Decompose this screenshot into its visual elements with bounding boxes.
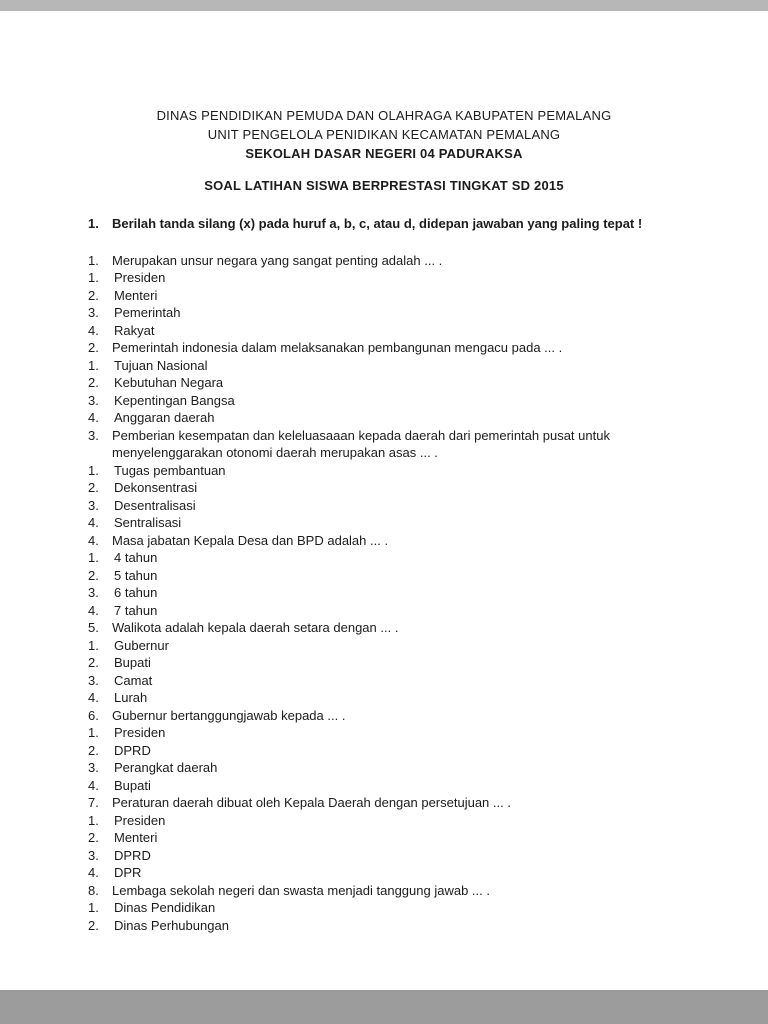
question-text: Walikota adalah kepala daerah setara dengan ... . — [112, 620, 399, 635]
option-text: 7 tahun — [114, 602, 158, 618]
header-line-2: UNIT PENGELOLA PENIDIKAN KECAMATAN PEMALANG — [207, 127, 561, 142]
option-number: 4. — [88, 690, 99, 705]
option-text: Gubernur — [114, 637, 169, 653]
option-number: 3. — [88, 392, 99, 408]
option-number: 2. — [88, 655, 99, 670]
option-row — [88, 637, 702, 655]
option-text: Pemerintah — [114, 305, 181, 320]
option-number: 2. — [88, 917, 99, 933]
option-text: Menteri — [114, 830, 158, 845]
instruction-number: 1. — [88, 216, 99, 231]
option-row — [88, 392, 702, 410]
option-number: 4. — [88, 865, 99, 880]
question-text: Pemberian kesempatan dan keleluasaaan kepada daerah dari pemerintah pusat untuk menyelenggarakan otonomi daerah merupakan asas ... . — [112, 427, 610, 460]
option-text: Perangkat daerah — [114, 760, 218, 775]
option-number: 2. — [88, 742, 99, 758]
option-number: 1. — [88, 637, 99, 653]
page-top-gutter — [0, 0, 768, 11]
option-row — [88, 917, 702, 935]
option-row — [88, 304, 702, 322]
document-title: SOAL LATIHAN SISWA BERPRESTASI TINGKAT SD 2015 — [204, 178, 564, 193]
option-row — [88, 724, 702, 742]
option-row — [88, 759, 702, 777]
option-number: 3. — [88, 497, 99, 513]
option-row — [88, 742, 702, 760]
document-header — [0, 106, 768, 163]
page-bottom-gutter — [0, 990, 768, 1024]
question-number: 5. — [88, 620, 99, 635]
option-number: 1. — [88, 550, 99, 565]
option-row — [88, 812, 702, 830]
option-text: Dinas Pendidikan — [114, 900, 216, 915]
option-text: Presiden — [114, 725, 166, 740]
option-number: 3. — [88, 672, 99, 688]
option-row — [88, 829, 702, 847]
question-row — [88, 339, 702, 357]
question-text: Lembaga sekolah negeri dan swasta menjadi tanggung jawab ... . — [112, 882, 490, 898]
instruction-text: Berilah tanda silang (x) pada huruf a, b, c, atau d, didepan jawaban yang paling tepat ! — [112, 216, 643, 231]
question-text: Masa jabatan Kepala Desa dan BPD adalah ... . — [112, 532, 389, 548]
question-row — [88, 252, 702, 270]
question-text: Merupakan unsur negara yang sangat penting adalah ... . — [112, 252, 443, 268]
question-number: 7. — [88, 795, 99, 810]
option-number: 1. — [88, 900, 99, 915]
option-number: 1. — [88, 270, 99, 285]
question-row — [88, 532, 702, 550]
question-number: 2. — [88, 340, 99, 355]
question-text: Pemerintah indonesia dalam melaksanakan pembangunan mengacu pada ... . — [112, 340, 563, 355]
option-row — [88, 864, 702, 882]
option-row — [88, 672, 702, 690]
option-text: Sentralisasi — [114, 515, 182, 530]
option-text: Presiden — [114, 270, 166, 285]
header-line-1: DINAS PENDIDIKAN PEMUDA DAN OLAHRAGA KABUPATEN PEMALANG — [156, 108, 612, 123]
option-row — [88, 462, 702, 480]
option-row — [88, 357, 702, 375]
option-text: Camat — [114, 672, 153, 688]
question-number: 8. — [88, 882, 99, 898]
question-number: 3. — [88, 427, 99, 443]
option-text: Presiden — [114, 812, 166, 828]
option-row — [88, 847, 702, 865]
option-row — [88, 602, 702, 620]
option-text: 4 tahun — [114, 550, 158, 565]
option-text: Dinas Perhubungan — [114, 917, 229, 933]
question-list — [88, 252, 702, 935]
question-row — [88, 427, 702, 462]
option-text: Kepentingan Bangsa — [114, 392, 235, 408]
option-number: 3. — [88, 847, 99, 863]
option-row — [88, 567, 702, 585]
question-number: 1. — [88, 252, 99, 268]
exam-page — [0, 11, 768, 990]
option-number: 4. — [88, 322, 99, 338]
question-number: 6. — [88, 707, 99, 723]
option-text: Kebutuhan Negara — [114, 375, 224, 390]
option-text: 6 tahun — [114, 585, 158, 600]
option-number: 1. — [88, 357, 99, 373]
option-text: Bupati — [114, 655, 151, 670]
option-text: Anggaran daerah — [114, 410, 215, 425]
option-row — [88, 514, 702, 532]
option-number: 1. — [88, 812, 99, 828]
question-row — [88, 619, 702, 637]
option-row — [88, 584, 702, 602]
option-row — [88, 409, 702, 427]
option-text: Bupati — [114, 777, 151, 793]
option-text: Lurah — [114, 690, 148, 705]
option-number: 3. — [88, 585, 99, 600]
option-row — [88, 497, 702, 515]
option-number: 4. — [88, 777, 99, 793]
option-row — [88, 322, 702, 340]
instruction-row — [88, 215, 696, 233]
option-row — [88, 654, 702, 672]
question-row — [88, 882, 702, 900]
option-number: 2. — [88, 287, 99, 303]
option-text: Rakyat — [114, 322, 155, 338]
option-row — [88, 899, 702, 917]
option-number: 4. — [88, 515, 99, 530]
option-number: 2. — [88, 830, 99, 845]
option-row — [88, 374, 702, 392]
option-text: DPRD — [114, 742, 151, 758]
header-line-3: SEKOLAH DASAR NEGERI 04 PADURAKSA — [245, 146, 523, 161]
option-row — [88, 549, 702, 567]
option-row — [88, 287, 702, 305]
option-text: Tujuan Nasional — [114, 357, 208, 373]
question-text: Gubernur bertanggungjawab kepada ... . — [112, 707, 346, 723]
option-text: Desentralisasi — [114, 497, 196, 513]
question-row — [88, 707, 702, 725]
question-number: 4. — [88, 532, 99, 548]
option-number: 4. — [88, 410, 99, 425]
question-row — [88, 794, 702, 812]
option-number: 2. — [88, 567, 99, 583]
option-text: Tugas pembantuan — [114, 462, 226, 478]
option-number: 4. — [88, 602, 99, 618]
option-text: DPRD — [114, 847, 151, 863]
option-number: 3. — [88, 760, 99, 775]
option-number: 1. — [88, 462, 99, 478]
option-row — [88, 479, 702, 497]
option-text: 5 tahun — [114, 567, 158, 583]
option-number: 2. — [88, 375, 99, 390]
option-row — [88, 689, 702, 707]
question-text: Peraturan daerah dibuat oleh Kepala Daerah dengan persetujuan ... . — [112, 795, 511, 810]
option-text: Menteri — [114, 287, 158, 303]
option-number: 1. — [88, 725, 99, 740]
option-number: 3. — [88, 305, 99, 320]
option-text: DPR — [114, 865, 142, 880]
option-text: Dekonsentrasi — [114, 480, 198, 495]
option-row — [88, 777, 702, 795]
option-number: 2. — [88, 480, 99, 495]
option-row — [88, 269, 702, 287]
